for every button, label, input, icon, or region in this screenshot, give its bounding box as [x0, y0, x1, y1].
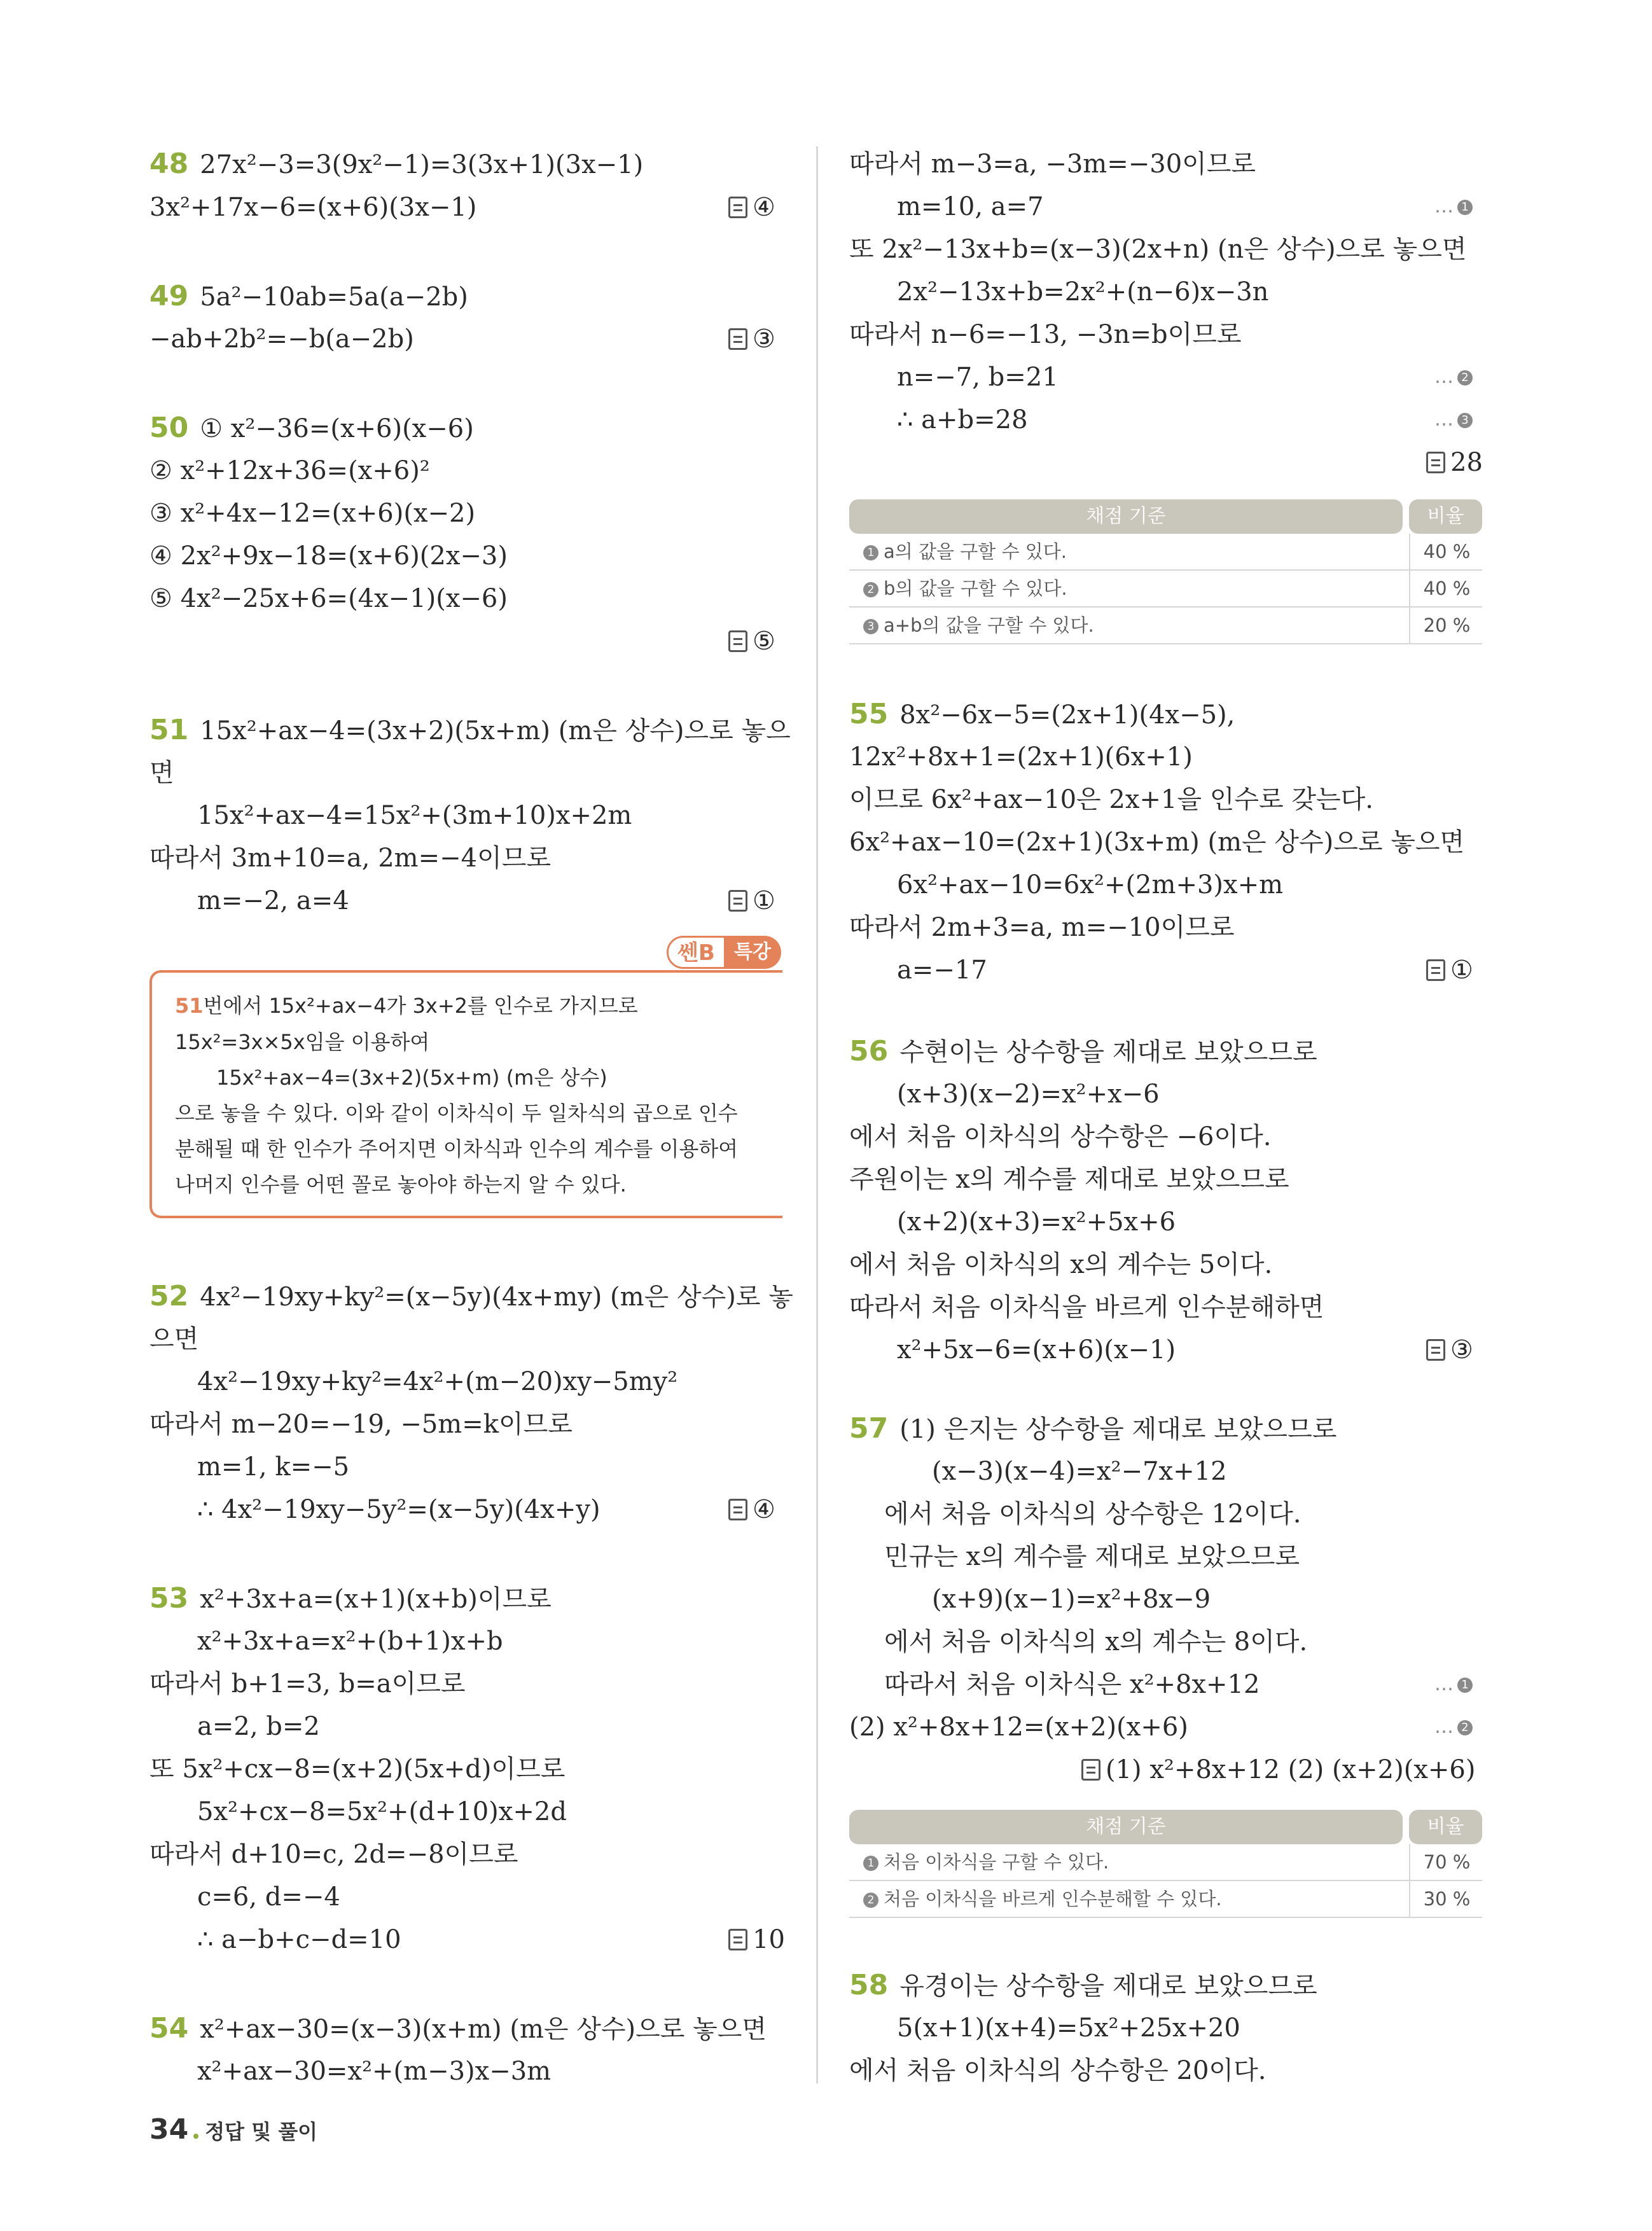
problem-56-line-8: x²+5x−6=(x+6)(x−1): [897, 1335, 1176, 1365]
problem-57-line-4: 민규는 x의 계수를 제대로 보았으므로: [884, 1542, 1300, 1571]
problem-52-line-2: 으면: [149, 1324, 199, 1354]
problem-54-cont-line-3: 또 2x²−13x+b=(x−3)(2x+n) (n은 상수)으로 놓으면: [849, 235, 1467, 264]
problem-53-line-8: c=6, d=−4: [197, 1882, 340, 1912]
problem-54-cont-line-1: 따라서 m−3=a, −3m=−30이므로: [849, 149, 1256, 179]
problem-54-cont-line-5: 따라서 n−6=−13, −3n=b이므로: [849, 320, 1242, 349]
problem-54-cont-line-7: ∴ a+b=28: [897, 405, 1028, 434]
problem-53-line-3: 따라서 b+1=3, b=a이므로: [149, 1669, 466, 1699]
answer-48: ④: [728, 190, 775, 225]
step-marker-3: … 3: [1434, 402, 1473, 438]
problem-49-line-2: −ab+2b²=−b(a−2b): [149, 324, 414, 354]
answer-icon: [728, 1929, 747, 1950]
answer-50: ⑤: [728, 623, 775, 659]
problem-52-line-6: ∴ 4x²−19xy−5y²=(x−5y)(4x+y): [197, 1495, 600, 1524]
problem-52-line-5: m=1, k=−5: [197, 1452, 350, 1482]
problem-49-line-1: 49 5a²−10ab=5a(a−2b): [149, 280, 468, 312]
answer-icon: [728, 197, 747, 218]
answer-icon: [1426, 1339, 1445, 1361]
problem-54-cont-line-6: n=−7, b=21: [897, 363, 1059, 392]
problem-52-line-3: 4x²−19xy+ky²=4x²+(m−20)xy−5my²: [197, 1367, 678, 1396]
problem-55-line-1: 55 8x²−6x−5=(2x+1)(4x−5),: [849, 698, 1235, 730]
tip-line-5: 분해될 때 한 인수가 주어지면 이차식과 인수의 계수를 이용하여: [175, 1137, 739, 1161]
answer-icon: [728, 1499, 747, 1520]
table-header-criteria: 채점 기준: [849, 499, 1403, 534]
tip-line-1: 51번에서 15x²+ax−4가 3x+2를 인수로 가지므로: [175, 994, 638, 1018]
problem-51-line-3: 15x²+ax−4=15x²+(3m+10)x+2m: [197, 801, 632, 830]
problem-54-line-1: 54 x²+ax−30=(x−3)(x+m) (m은 상수)으로 놓으면: [149, 2012, 767, 2045]
step-marker-2: … 2: [1434, 359, 1473, 395]
problem-56-line-2: (x+3)(x−2)=x²+x−6: [897, 1080, 1160, 1109]
problem-53-line-6: 5x²+cx−8=5x²+(d+10)x+2d: [197, 1797, 567, 1826]
answer-54: 28: [1426, 445, 1483, 480]
problem-55-line-5: 6x²+ax−10=6x²+(2m+3)x+m: [897, 870, 1284, 900]
problem-50-line-2: ② x²+12x+36=(x+6)²: [149, 456, 430, 485]
problem-54-cont-line-4: 2x²−13x+b=2x²+(n−6)x−3n: [897, 277, 1269, 307]
problem-55-line-7: a=−17: [897, 956, 987, 985]
problem-55-line-2: 12x²+8x+1=(2x+1)(6x+1): [849, 742, 1193, 772]
answer-55: ①: [1426, 952, 1473, 988]
tip-line-4: 으로 놓을 수 있다. 이와 같이 이차식이 두 일차식의 곱으로 인수: [175, 1101, 738, 1125]
problem-51-line-4: 따라서 3m+10=a, 2m=−4이므로: [149, 844, 551, 873]
problem-57-line-2: (x−3)(x−4)=x²−7x+12: [932, 1457, 1227, 1486]
problem-55-line-6: 따라서 2m+3=a, m=−10이므로: [849, 913, 1235, 942]
problem-48-line-2: 3x²+17x−6=(x+6)(3x−1): [149, 193, 477, 222]
problem-57-line-6: 에서 처음 이차식의 x의 계수는 8이다.: [884, 1627, 1308, 1657]
scoring-table-54: [849, 499, 1482, 644]
problem-58-line-1: 58 유경이는 상수항을 제대로 보았으므로: [849, 1969, 1317, 2001]
answer-icon: [1426, 959, 1445, 981]
table-row: 2 b의 값을 구할 수 있다. 40 %: [849, 571, 1482, 608]
table-row: 2 처음 이차식을 바르게 인수분해할 수 있다. 30 %: [849, 1881, 1482, 1918]
problem-53-line-1: 53 x²+3x+a=(x+1)(x+b)이므로: [149, 1582, 552, 1615]
problem-53-line-9: ∴ a−b+c−d=10: [197, 1925, 401, 1954]
answer-icon: [1081, 1759, 1100, 1781]
table-row: 1 처음 이차식을 구할 수 있다. 70 %: [849, 1844, 1482, 1881]
table-header-ratio: 비율: [1409, 1810, 1482, 1844]
answer-53: 10: [728, 1922, 785, 1957]
problem-57-line-1: 57 (1) 은지는 상수항을 제대로 보았으므로: [849, 1412, 1337, 1445]
problem-50-line-3: ③ x²+4x−12=(x+6)(x−2): [149, 499, 476, 528]
problem-56-line-3: 에서 처음 이차식의 상수항은 −6이다.: [849, 1122, 1272, 1151]
problem-57-line-7: 따라서 처음 이차식은 x²+8x+12: [884, 1670, 1260, 1699]
problem-51-line-2: 면: [149, 758, 174, 788]
answer-icon: [728, 890, 747, 912]
problem-55-line-4: 6x²+ax−10=(2x+1)(3x+m) (m은 상수)으로 놓으면: [849, 828, 1465, 857]
problem-56-line-1: 56 수현이는 상수항을 제대로 보았으므로: [849, 1035, 1317, 1067]
problem-57-line-3: 에서 처음 이차식의 상수항은 12이다.: [884, 1499, 1301, 1529]
problem-51-line-1: 51 15x²+ax−4=(3x+2)(5x+m) (m은 상수)으로 놓으: [149, 714, 791, 746]
tip-line-2: 15x²=3x×5x임을 이용하여: [175, 1030, 430, 1054]
answer-icon: [1426, 452, 1445, 473]
problem-55-line-3: 이므로 6x²+ax−10은 2x+1을 인수로 갖는다.: [849, 785, 1373, 814]
table-row: 1 a의 값을 구할 수 있다. 40 %: [849, 534, 1482, 571]
table-header-criteria: 채점 기준: [849, 1810, 1403, 1844]
problem-52-line-1: 52 4x²−19xy+ky²=(x−5y)(4x+my) (m은 상수)로 놓: [149, 1280, 793, 1312]
problem-58-line-2: 5(x+1)(x+4)=5x²+25x+20: [897, 2013, 1240, 2043]
problem-50-line-5: ⑤ 4x²−25x+6=(4x−1)(x−6): [149, 584, 508, 613]
answer-icon: [728, 630, 747, 652]
problem-48-line-1: 48 27x²−3=3(9x²−1)=3(3x+1)(3x−1): [149, 148, 644, 180]
problem-52-line-4: 따라서 m−20=−19, −5m=k이므로: [149, 1410, 573, 1439]
answer-56: ③: [1426, 1332, 1473, 1368]
table-row: 3 a+b의 값을 구할 수 있다. 20 %: [849, 608, 1482, 644]
problem-54-line-2: x²+ax−30=x²+(m−3)x−3m: [197, 2057, 552, 2086]
problem-56-line-4: 주원이는 x의 계수를 제대로 보았으므로: [849, 1165, 1289, 1194]
problem-56-line-5: (x+2)(x+3)=x²+5x+6: [897, 1207, 1176, 1237]
problem-57-line-5: (x+9)(x−1)=x²+8x−9: [932, 1585, 1211, 1614]
tip-tag-ssen-b: 쎈B: [667, 936, 726, 969]
answer-icon: [728, 328, 747, 350]
problem-57-line-8: (2) x²+8x+12=(x+2)(x+6): [849, 1713, 1188, 1742]
problem-53-line-7: 따라서 d+10=c, 2d=−8이므로: [149, 1840, 518, 1869]
problem-51-line-5: m=−2, a=4: [197, 886, 349, 915]
tip-line-3: 15x²+ax−4=(3x+2)(5x+m) (m은 상수): [216, 1066, 607, 1090]
problem-56-line-6: 에서 처음 이차식의 x의 계수는 5이다.: [849, 1250, 1273, 1279]
problem-56-line-7: 따라서 처음 이차식을 바르게 인수분해하면: [849, 1293, 1324, 1322]
scoring-table-57: [849, 1810, 1482, 1918]
page-number: 34: [149, 2113, 189, 2146]
step-marker-1: … 1: [1434, 189, 1473, 225]
answer-51: ①: [728, 883, 775, 919]
answer-57: (1) x²+8x+12 (2) (x+2)(x+6): [1081, 1752, 1475, 1788]
answer-49: ③: [728, 321, 775, 357]
problem-50-line-4: ④ 2x²+9x−18=(x+6)(2x−3): [149, 541, 508, 571]
problem-53-line-4: a=2, b=2: [197, 1712, 320, 1741]
problem-53-line-5: 또 5x²+cx−8=(x+2)(5x+d)이므로: [149, 1755, 566, 1784]
problem-54-cont-line-2: m=10, a=7: [897, 192, 1044, 221]
problem-50-line-1: 50 ① x²−36=(x+6)(x−6): [149, 412, 474, 444]
column-divider: [816, 146, 818, 2083]
footer-title: 정답 및 풀이: [205, 2120, 318, 2144]
step-marker-5: … 2: [1434, 1709, 1473, 1745]
problem-53-line-2: x²+3x+a=x²+(b+1)x+b: [197, 1627, 503, 1656]
footer-dot: [193, 2134, 198, 2139]
page-footer: [149, 2113, 317, 2146]
table-header-ratio: 비율: [1409, 499, 1482, 534]
tip-line-6: 나머지 인수를 어떤 꼴로 놓아야 하는지 알 수 있다.: [175, 1172, 627, 1197]
tip-tag-special: 특강: [724, 936, 781, 969]
answer-52: ④: [728, 1492, 775, 1527]
step-marker-4: … 1: [1434, 1667, 1473, 1702]
problem-58-line-3: 에서 처음 이차식의 상수항은 20이다.: [849, 2056, 1267, 2085]
